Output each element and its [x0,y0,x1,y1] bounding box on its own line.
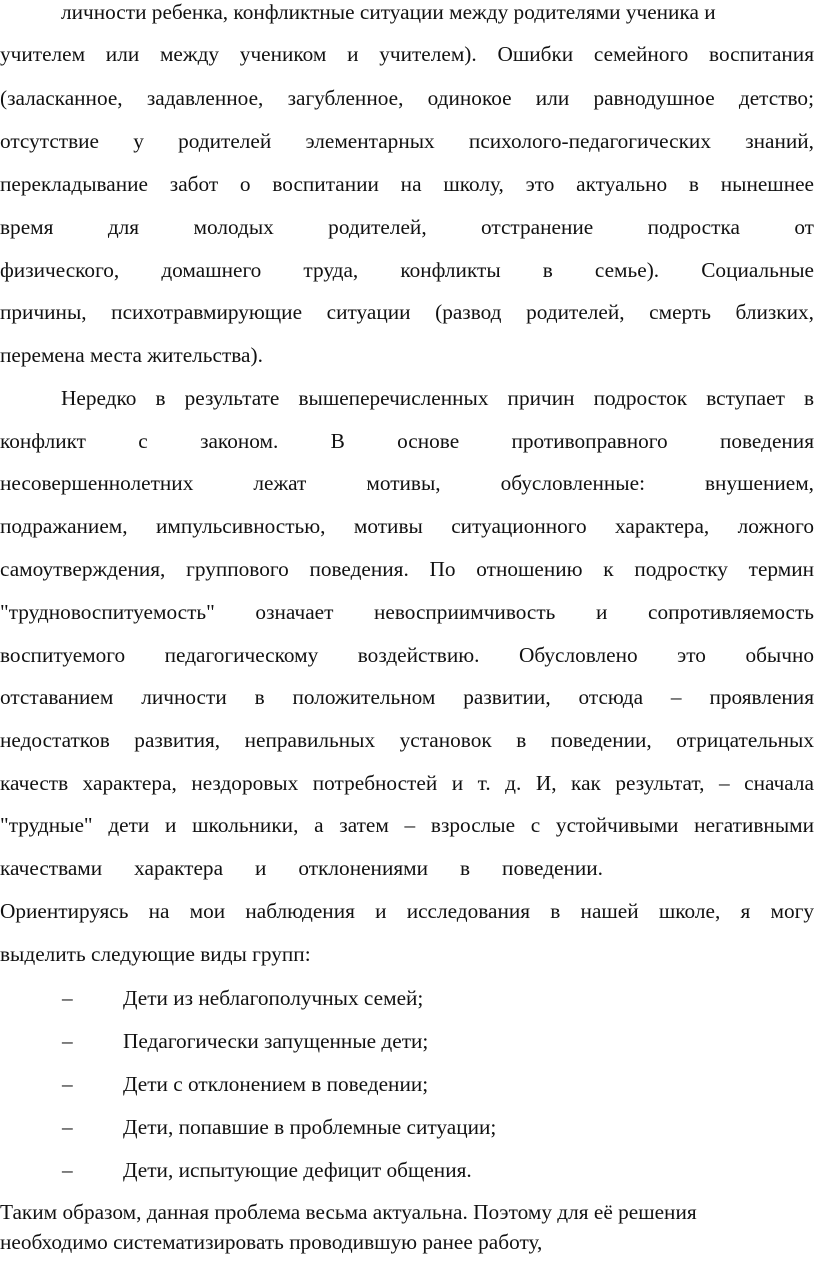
paragraph-line: причины, психотравмирующие ситуации (развод родителей, смерть близких, [0,300,814,324]
dash-bullet-icon: – [62,1072,73,1096]
list-item-text: Педагогически запущенные дети; [123,1029,429,1053]
dash-bullet-icon: – [62,1115,73,1139]
paragraph-line: несовершеннолетних лежат мотивы, обусловленные: внушением, [0,471,814,495]
paragraph-line: необходимо систематизировать проводившую ранее работу, [0,1230,543,1254]
paragraph-line: конфликт с законом. В основе противоправного поведения [0,429,814,453]
paragraph-line: физического, домашнего труда, конфликты в семье). Социальные [0,258,814,282]
paragraph-line: "трудновоспитуемость" означает невосприимчивость и сопротивляемость [0,600,814,624]
list-item-text: Дети, испытующие дефицит общения. [123,1158,472,1182]
dash-bullet-icon: – [62,986,73,1010]
paragraph-line: Ориентируясь на мои наблюдения и исследования в нашей школе, я могу [0,899,814,923]
dash-bullet-icon: – [62,1029,73,1053]
paragraph-line: перемена места жительства). [0,343,263,367]
dash-bullet-icon: – [62,1158,73,1182]
paragraph-line: качествами характера и отклонениями в поведении. [0,856,603,880]
paragraph-line: отставанием личности в положительном развитии, отсюда – проявления [0,685,814,709]
list-item-text: Дети с отклонением в поведении; [123,1072,429,1096]
paragraph-line: выделить следующие виды групп: [0,942,311,966]
paragraph-line: перекладывание забот о воспитании на школу, это актуально в нынешнее [0,172,814,196]
paragraph-line: время для молодых родителей, отстранение подростка от [0,215,814,239]
list-item-text: Дети, попавшие в проблемные ситуации; [123,1115,497,1139]
paragraph-line: личности ребенка, конфликтные ситуации между родителями ученика и [61,0,716,24]
paragraph-line: самоутверждения, группового поведения. По отношению к подростку термин [0,557,814,581]
paragraph-line: учителем или между учеником и учителем). Ошибки семейного воспитания [0,42,814,66]
paragraph-line: недостатков развития, неправильных установок в поведении, отрицательных [0,728,814,752]
paragraph-line: Нередко в результате вышеперечисленных причин подросток вступает в [61,386,814,410]
paragraph-line: подражанием, импульсивностью, мотивы ситуационного характера, ложного [0,514,814,538]
paragraph-line: воспитуемого педагогическому воздействию. Обусловлено это обычно [0,643,814,667]
list-item-text: Дети из неблагополучных семей; [123,986,424,1010]
paragraph-line: (заласканное, задавленное, загубленное, одинокое или равнодушное детство; [0,86,814,110]
paragraph-line: "трудные" дети и школьники, а затем – взрослые с устойчивыми негативными [0,813,814,837]
paragraph-line: отсутствие у родителей элементарных психолого-педагогических знаний, [0,129,814,153]
paragraph-line: Таким образом, данная проблема весьма актуальна. Поэтому для её решения [0,1200,697,1224]
paragraph-line: качеств характера, нездоровых потребностей и т. д. И, как результат, – сначала [0,771,814,795]
